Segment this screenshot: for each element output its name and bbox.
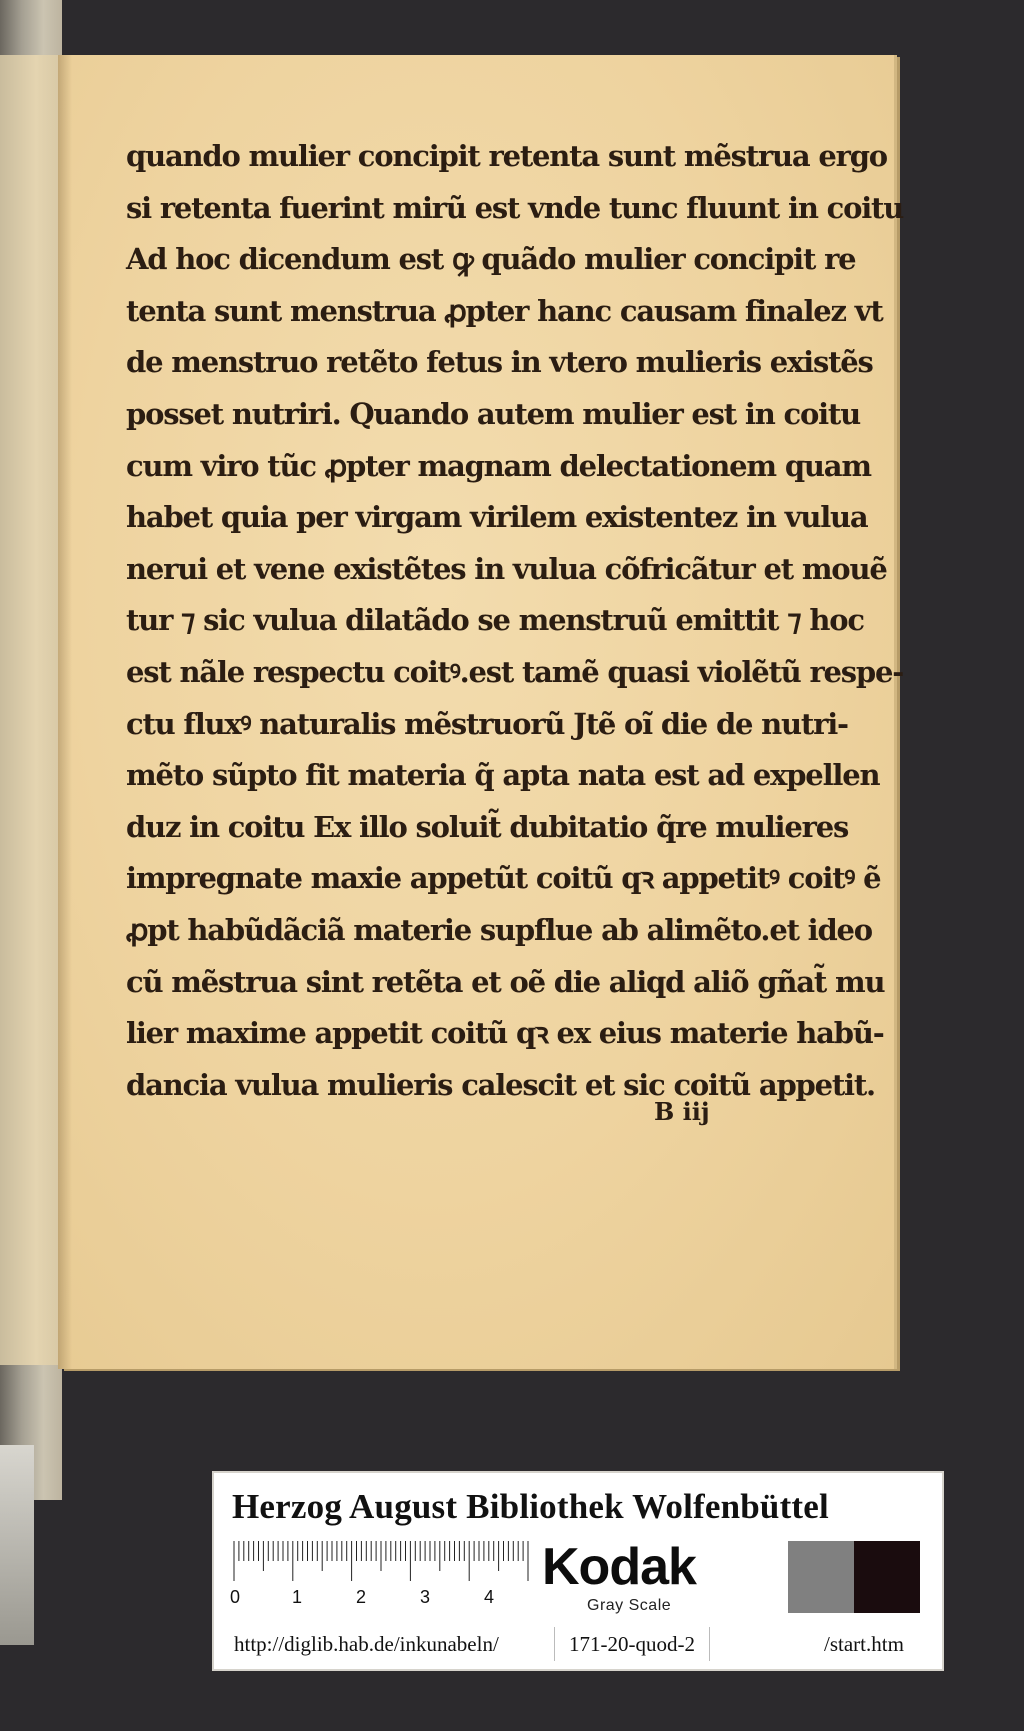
document-id: 171-20-quod-2 <box>554 1627 710 1661</box>
text-line: tenta sunt menstrua ꝓpter hanc causam finalez vt <box>126 293 883 328</box>
ruler-number: 0 <box>230 1587 241 1607</box>
text-block <box>126 131 904 1111</box>
text-line: nerui et vene existẽtes in vulua cõfricãtur et mouẽ <box>126 551 887 586</box>
color-target-card <box>214 1473 942 1669</box>
ruler <box>232 1539 532 1611</box>
text-line: habet quia per virgam virilem existentez in vulua <box>126 500 868 535</box>
ruler-number: 4 <box>484 1587 495 1607</box>
text-line: ꝓpt habũdãciã materie supflue ab alimẽto.et ideo <box>126 912 872 947</box>
text-line: tur ⁊ sic vulua dilatãdo se menstruũ emittit ⁊ hoc <box>126 603 864 638</box>
ruler-number: 1 <box>292 1587 303 1607</box>
url-suffix: /start.htm <box>824 1632 904 1656</box>
text-line: posset nutriri. Quando autem mulier est in coitu <box>126 396 860 431</box>
left-page-strip <box>0 55 62 1365</box>
text-line: impregnate maxie appetũt coitũ qꝛ appetitꝰ coitꝰ ẽ <box>126 861 881 896</box>
text-line: mẽto sũpto fit materia q̃ apta nata est ad expellen <box>126 758 880 793</box>
ruler-number: 3 <box>420 1587 431 1607</box>
gray-scale-label: Gray Scale <box>587 1597 672 1614</box>
text-line: duz in coitu Ex illo soluit̃ dubitatio q̃re mulieres <box>126 809 849 844</box>
signature-mark: B iij <box>654 1097 710 1126</box>
text-line: cũ mẽstrua sint retẽta et oẽ die aliqd aliõ gñat̃ mu <box>126 964 885 999</box>
text-line: Ad hoc dicendum est ꝙ quãdo mulier concipit re <box>126 242 856 277</box>
text-line: ctu fluxꝰ naturalis mẽstruorũ Jtẽ oĩ die de nutri- <box>126 706 848 741</box>
book-page <box>58 55 904 1369</box>
black-patch <box>854 1541 920 1613</box>
text-line: cum viro tũc ꝓpter magnam delectationem quam <box>126 448 871 483</box>
library-name: Herzog August Bibliothek Wolfenbüttel <box>232 1487 829 1526</box>
ruler-ticks <box>232 1539 532 1587</box>
text-line: est nãle respectu coitꝰ.est tamẽ quasi violẽtũ respe- <box>126 654 904 689</box>
text-line: de menstruo retẽto fetus in vtero mulieris existẽs <box>126 345 873 380</box>
gray-patch <box>788 1541 854 1613</box>
text-line: dancia vulua mulieris calescit et sic coitũ appetit. <box>126 1067 875 1102</box>
page-binding-shadow <box>58 55 72 1369</box>
text-line: quando mulier concipit retenta sunt mẽstrua ergo <box>126 139 887 173</box>
kodak-logo: Kodak <box>542 1538 696 1596</box>
url-prefix: http://diglib.hab.de/inkunabeln/ <box>234 1632 499 1656</box>
ruler-number: 2 <box>356 1587 367 1607</box>
book-clamp <box>0 1445 34 1645</box>
text-line: lier maxime appetit coitũ qꝛ ex eius materie habũ- <box>126 1016 884 1051</box>
text-line: si retenta fuerint mirũ est vnde tunc fluunt in coitu <box>126 190 904 225</box>
